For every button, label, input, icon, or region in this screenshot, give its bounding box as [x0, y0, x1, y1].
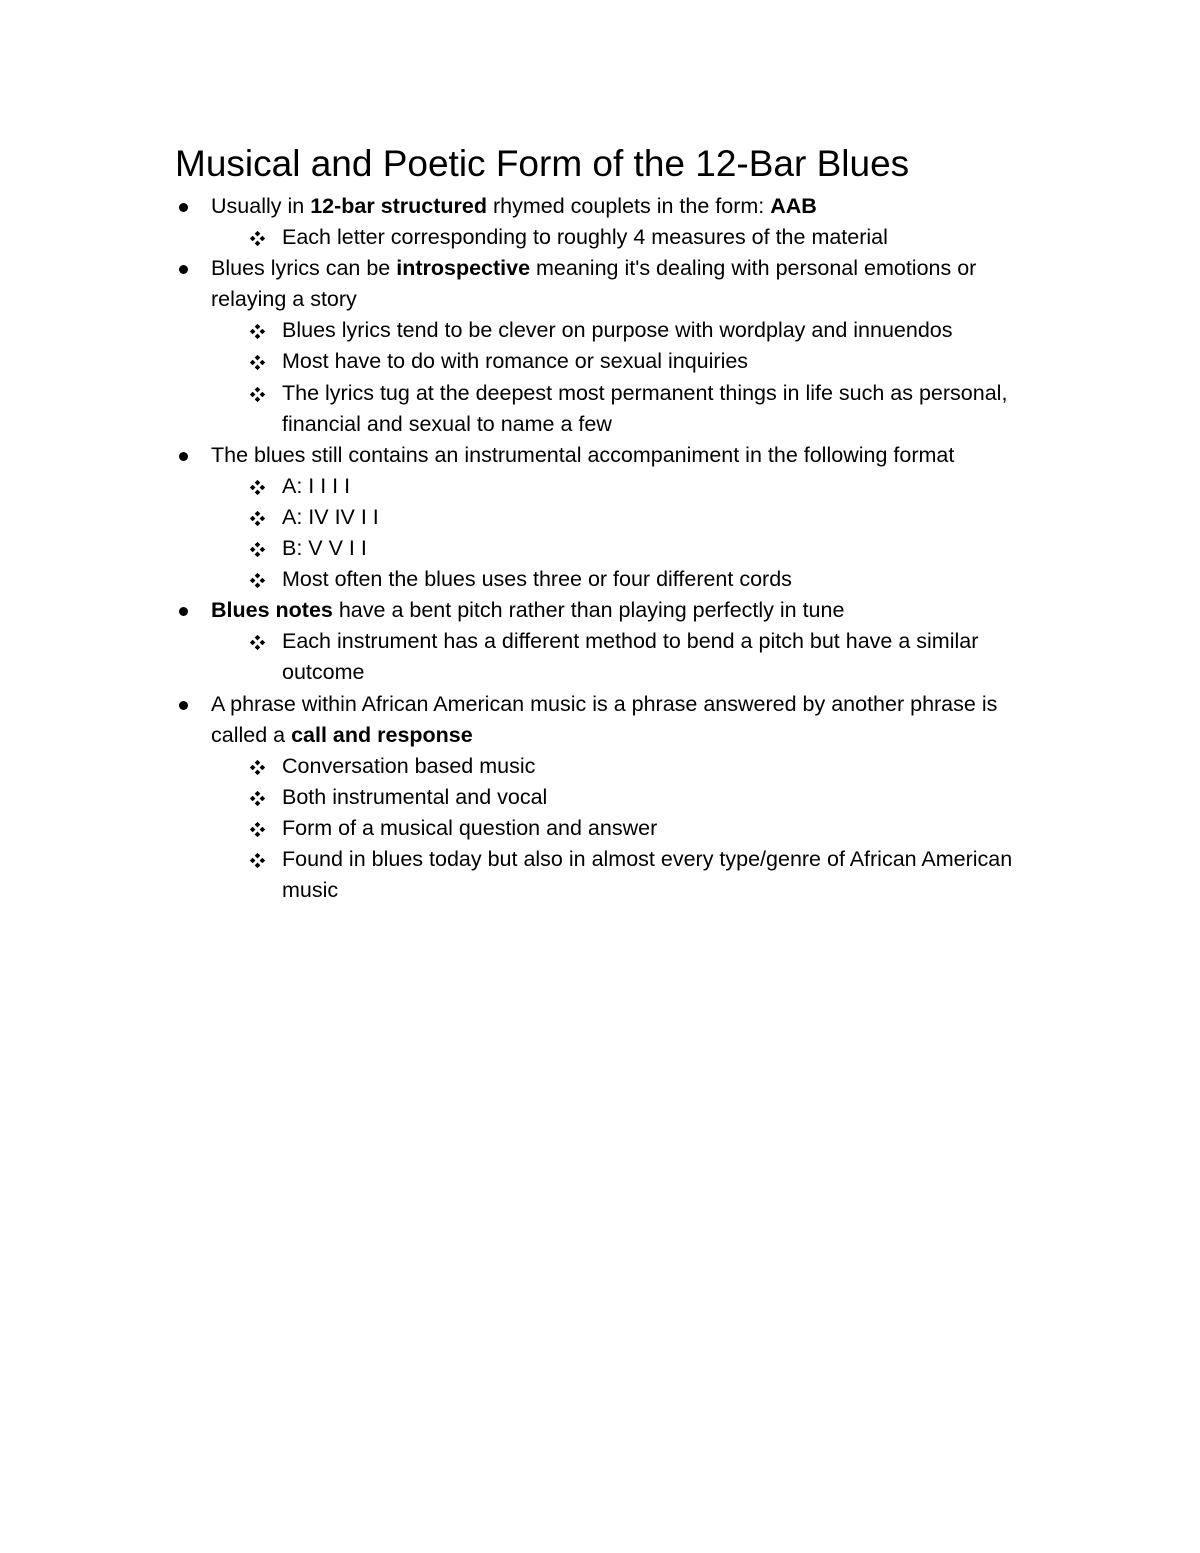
document-title: Musical and Poetic Form of the 12-Bar Blues [175, 143, 910, 184]
diamond-bullet-icon [249, 626, 269, 657]
item-text: Conversation based music [282, 753, 536, 778]
list-item [0, 191, 1056, 222]
item-text: A: IV IV I I [282, 504, 379, 529]
diamond-bullet-icon [249, 751, 269, 782]
item-text: Most often the blues uses three or four different cords [282, 567, 792, 592]
diamond-bullet-icon [249, 782, 269, 813]
diamond-bullet-icon [249, 315, 269, 346]
bold-text: 12-bar structured [310, 194, 488, 218]
bullet-icon [179, 253, 189, 284]
item-text: Usually in [211, 194, 311, 218]
item-text: Blues lyrics can be [211, 256, 397, 281]
bullet-icon [179, 595, 189, 626]
sub-list-item [0, 471, 1062, 502]
sub-list-item [0, 844, 1062, 906]
item-text: have a bent pitch rather than playing perfectly in tune [332, 598, 845, 623]
item-text: Each instrument has a different method to bend a pitch but have a similar outcome [282, 629, 979, 685]
item-text: Form of a musical question and answer [282, 815, 658, 840]
sub-list-item [0, 782, 1062, 813]
diamond-bullet-icon [249, 533, 269, 564]
sub-list-item [0, 533, 1062, 564]
sub-list-item [0, 222, 1062, 253]
bold-text: call and response [291, 722, 473, 747]
sub-list-item [0, 502, 1062, 533]
sub-list-item [0, 813, 1062, 844]
sub-list-item [0, 315, 1062, 346]
diamond-bullet-icon [249, 346, 269, 377]
item-text: The lyrics tug at the deepest most permanent things in life such as personal, financial and sexual to name a few [282, 380, 1008, 436]
sub-list-item [0, 564, 1062, 595]
bullet-icon [179, 191, 189, 222]
item-text: meaning it's dealing with personal emotions or relaying a story [211, 256, 977, 312]
item-text: Both instrumental and vocal [282, 784, 548, 809]
bold-text: introspective [396, 256, 531, 281]
bold-text: AAB [770, 194, 817, 218]
item-text: rhymed couplets in the form: [487, 194, 771, 218]
item-text: Found in blues today but also in almost every type/genre of African American music [282, 846, 1013, 903]
diamond-bullet-icon [249, 502, 269, 533]
diamond-bullet-icon [249, 844, 269, 875]
item-text: Each letter corresponding to roughly 4 measures of the material [282, 225, 888, 250]
sub-list-item [0, 346, 1062, 377]
list-item [0, 440, 1056, 471]
item-text: B: V V I I [282, 536, 367, 561]
diamond-bullet-icon [249, 222, 269, 253]
item-text: Blues lyrics tend to be clever on purpose with wordplay and innuendos [282, 318, 953, 343]
sub-list-item [0, 751, 1062, 782]
diamond-bullet-icon [249, 813, 269, 844]
list-item [0, 595, 1056, 626]
bullet-icon [179, 689, 189, 720]
bullet-outline [0, 191, 1200, 906]
bullet-icon [179, 440, 189, 471]
diamond-bullet-icon [249, 564, 269, 595]
bold-text: Blues notes [211, 598, 333, 623]
item-text: A: I I I I [282, 473, 351, 498]
sub-list-item [0, 626, 1062, 688]
diamond-bullet-icon [249, 471, 269, 502]
item-text: The blues still contains an instrumental accompaniment in the following format [211, 442, 955, 467]
diamond-bullet-icon [249, 378, 269, 409]
item-text: A phrase within African American music is a phrase answered by another phrase is called a [211, 691, 998, 747]
item-text: Most have to do with romance or sexual inquiries [282, 349, 749, 374]
list-item [0, 689, 1056, 751]
sub-list-item [0, 378, 1062, 440]
list-item [0, 253, 1056, 315]
